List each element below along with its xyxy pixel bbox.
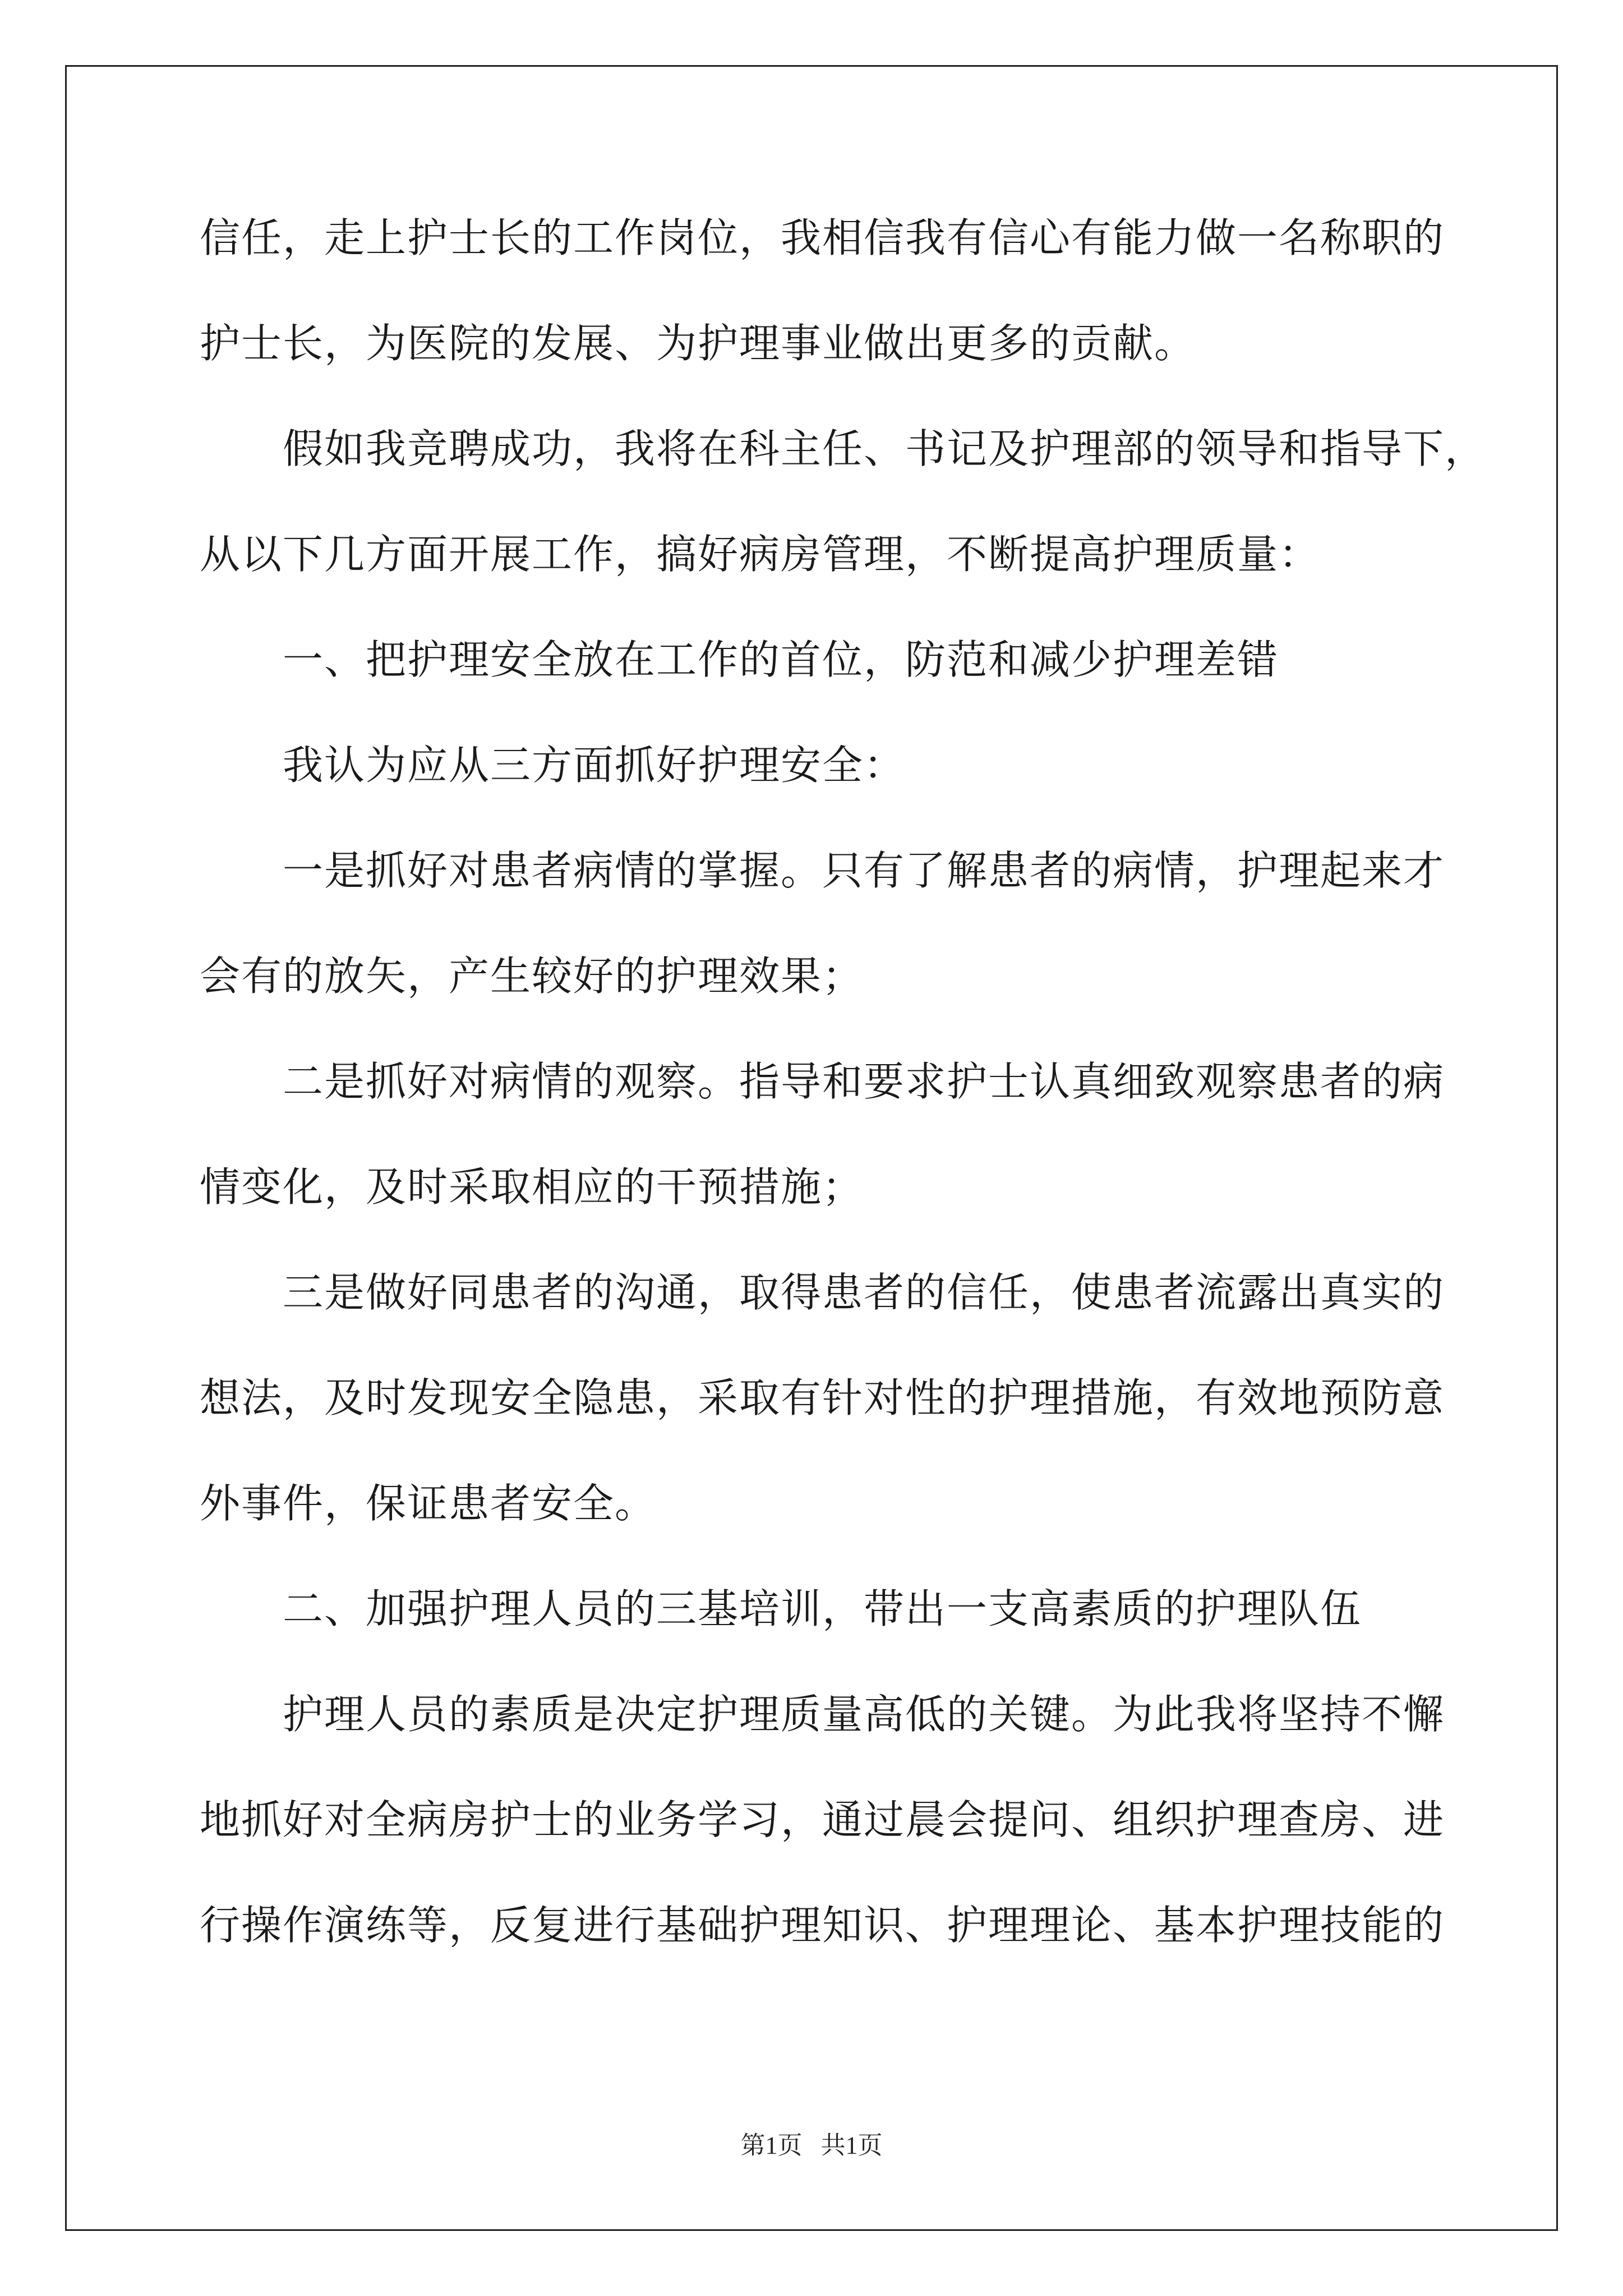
text-line: 外事件，保证患者安全。 [200, 1480, 657, 1527]
text-line: 从以下几方面开展工作，搞好病房管理，不断提高护理质量： [200, 531, 1321, 578]
text-line: 三是做好同患者的沟通，取得患者的信任，使患者流露出真实的 [283, 1269, 1445, 1316]
text-line: 地抓好对全病房护士的业务学习，通过晨会提问、组织护理查房、进 [200, 1796, 1445, 1843]
text-line: 一是抓好对患者病情的掌握。只有了解患者的病情，护理起来才 [283, 847, 1445, 894]
text-line: 护理人员的素质是决定护理质量高低的关键。为此我将坚持不懈 [283, 1691, 1445, 1738]
text-line: 行操作演练等，反复进行基础护理知识、护理理论、基本护理技能的 [200, 1902, 1445, 1949]
text-line: 我认为应从三方面抓好护理安全： [283, 742, 906, 789]
document-body [200, 214, 1487, 2010]
text-line: 护士长，为医院的发展、为护理事业做出更多的贡献。 [200, 320, 1196, 367]
page-footer: 第1页 共1页 [740, 2132, 883, 2159]
section-heading: 一、把护理安全放在工作的首位，防范和减少护理差错 [283, 636, 1279, 683]
section-heading: 二、加强护理人员的三基培训，带出一支高素质的护理队伍 [283, 1585, 1362, 1632]
text-line: 情变化，及时采取相应的干预措施； [200, 1163, 864, 1211]
text-line: 二是抓好对病情的观察。指导和要求护士认真细致观察患者的病 [283, 1058, 1445, 1105]
text-line: 想法，及时发现安全隐患，采取有针对性的护理措施，有效地预防意 [200, 1374, 1445, 1421]
text-line: 假如我竞聘成功，我将在科主任、书记及护理部的领导和指导下， [283, 425, 1487, 472]
text-line: 信任，走上护士长的工作岗位，我相信我有信心有能力做一名称职的 [200, 214, 1445, 261]
text-line: 会有的放矢，产生较好的护理效果； [200, 953, 864, 1000]
